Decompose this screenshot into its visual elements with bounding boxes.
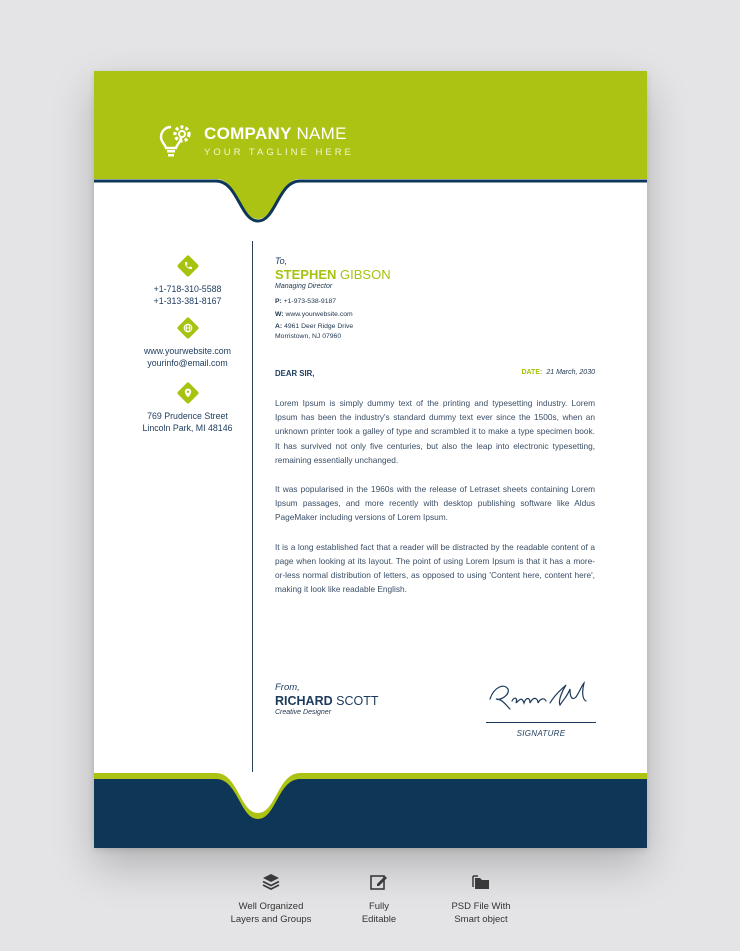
- footer-band: [94, 779, 647, 848]
- company-logo: [158, 121, 354, 161]
- letter-date: DATE: 21 March, 2030: [521, 369, 595, 376]
- salutation-row: [275, 369, 595, 378]
- address-contact: [134, 382, 241, 434]
- address-line-1: 769 Prudence Street: [147, 411, 228, 421]
- header-divider-line: [94, 181, 647, 221]
- salutation: DEAR SIR,: [275, 369, 315, 378]
- recipient-details: [275, 297, 595, 341]
- recipient-web: W: www.yourwebsite.com: [275, 310, 353, 318]
- sender-role: Creative Designer: [275, 709, 332, 716]
- feature-layers-line1: Well Organized: [238, 901, 304, 912]
- phone-number-2: +1-313-381-8167: [153, 296, 222, 306]
- website: www.yourwebsite.com: [143, 346, 232, 356]
- edit-icon: [369, 872, 389, 892]
- letter-body: [275, 396, 595, 611]
- sender-block: [275, 682, 378, 716]
- feature-psd: [421, 872, 541, 926]
- layers-icon: [261, 872, 281, 892]
- signature-line: [486, 722, 596, 723]
- email: yourinfo@email.com: [147, 358, 228, 368]
- phone-icon: [177, 255, 199, 277]
- feature-layers: [211, 872, 331, 926]
- feature-psd-line2: Smart object: [454, 914, 508, 925]
- paragraph-2: It was popularised in the 1960s with the release of Letraset sheets containing Lorem Ipsum passages, and more recently with desktop publishing software like Aldus PageMaker including versions of Lorem Ipsum.: [275, 484, 595, 523]
- location-pin-icon: [177, 382, 199, 404]
- sender-name: RICHARD SCOTT: [275, 694, 379, 708]
- paragraph-3: It is a long established fact that a reader will be distracted by the readable content of a page when looking at its layout. The point of using Lorem Ipsum is that it has a more-or-less normal distribution of letters, as opposed to using 'Content here, content here', making it look like readable English.: [275, 541, 595, 595]
- feature-psd-line1: PSD File With: [451, 901, 511, 912]
- web-contact: [134, 317, 241, 369]
- lightbulb-gear-icon: [158, 121, 198, 161]
- recipient-role: Managing Director: [275, 283, 333, 290]
- folder-icon: [471, 872, 491, 892]
- address-line-2: Lincoln Park, MI 48146: [142, 423, 233, 433]
- letter-content: [275, 256, 595, 595]
- signature-label: SIGNATURE: [516, 729, 566, 738]
- company-name: COMPANY NAME: [204, 124, 347, 143]
- feature-editable-line2: Editable: [361, 914, 397, 925]
- paragraph-1: Lorem Ipsum is simply dummy text of the printing and typesetting industry. Lorem Ipsum has been the industry's standard dummy text ever since the 1500s, when an unknown printer took a galley of type and scrambled it to make a type specimen book. It has survived not only five centuries, but also the leap into electronic typesetting, remaining essentially unchanged.: [275, 398, 595, 465]
- phone-contact: [134, 255, 241, 307]
- letterhead-page: [94, 71, 647, 848]
- to-label: To,: [275, 256, 288, 266]
- feature-editable-line1: Fully: [368, 901, 390, 912]
- recipient-address: A: 4961 Deer Ridge Drive Morristown, NJ 07960: [275, 323, 354, 340]
- recipient-phone: P: +1-973-538-9187: [275, 298, 337, 305]
- globe-icon: [177, 317, 199, 339]
- recipient-name: STEPHEN GIBSON: [275, 267, 391, 282]
- from-label: From,: [275, 682, 300, 693]
- phone-number-1: +1-718-310-5588: [153, 284, 222, 294]
- feature-layers-line2: Layers and Groups: [230, 914, 312, 925]
- vertical-divider: [252, 241, 253, 772]
- company-tagline: YOUR TAGLINE HERE: [204, 147, 354, 158]
- handwritten-signature: [486, 675, 596, 715]
- signature-block: [486, 675, 596, 738]
